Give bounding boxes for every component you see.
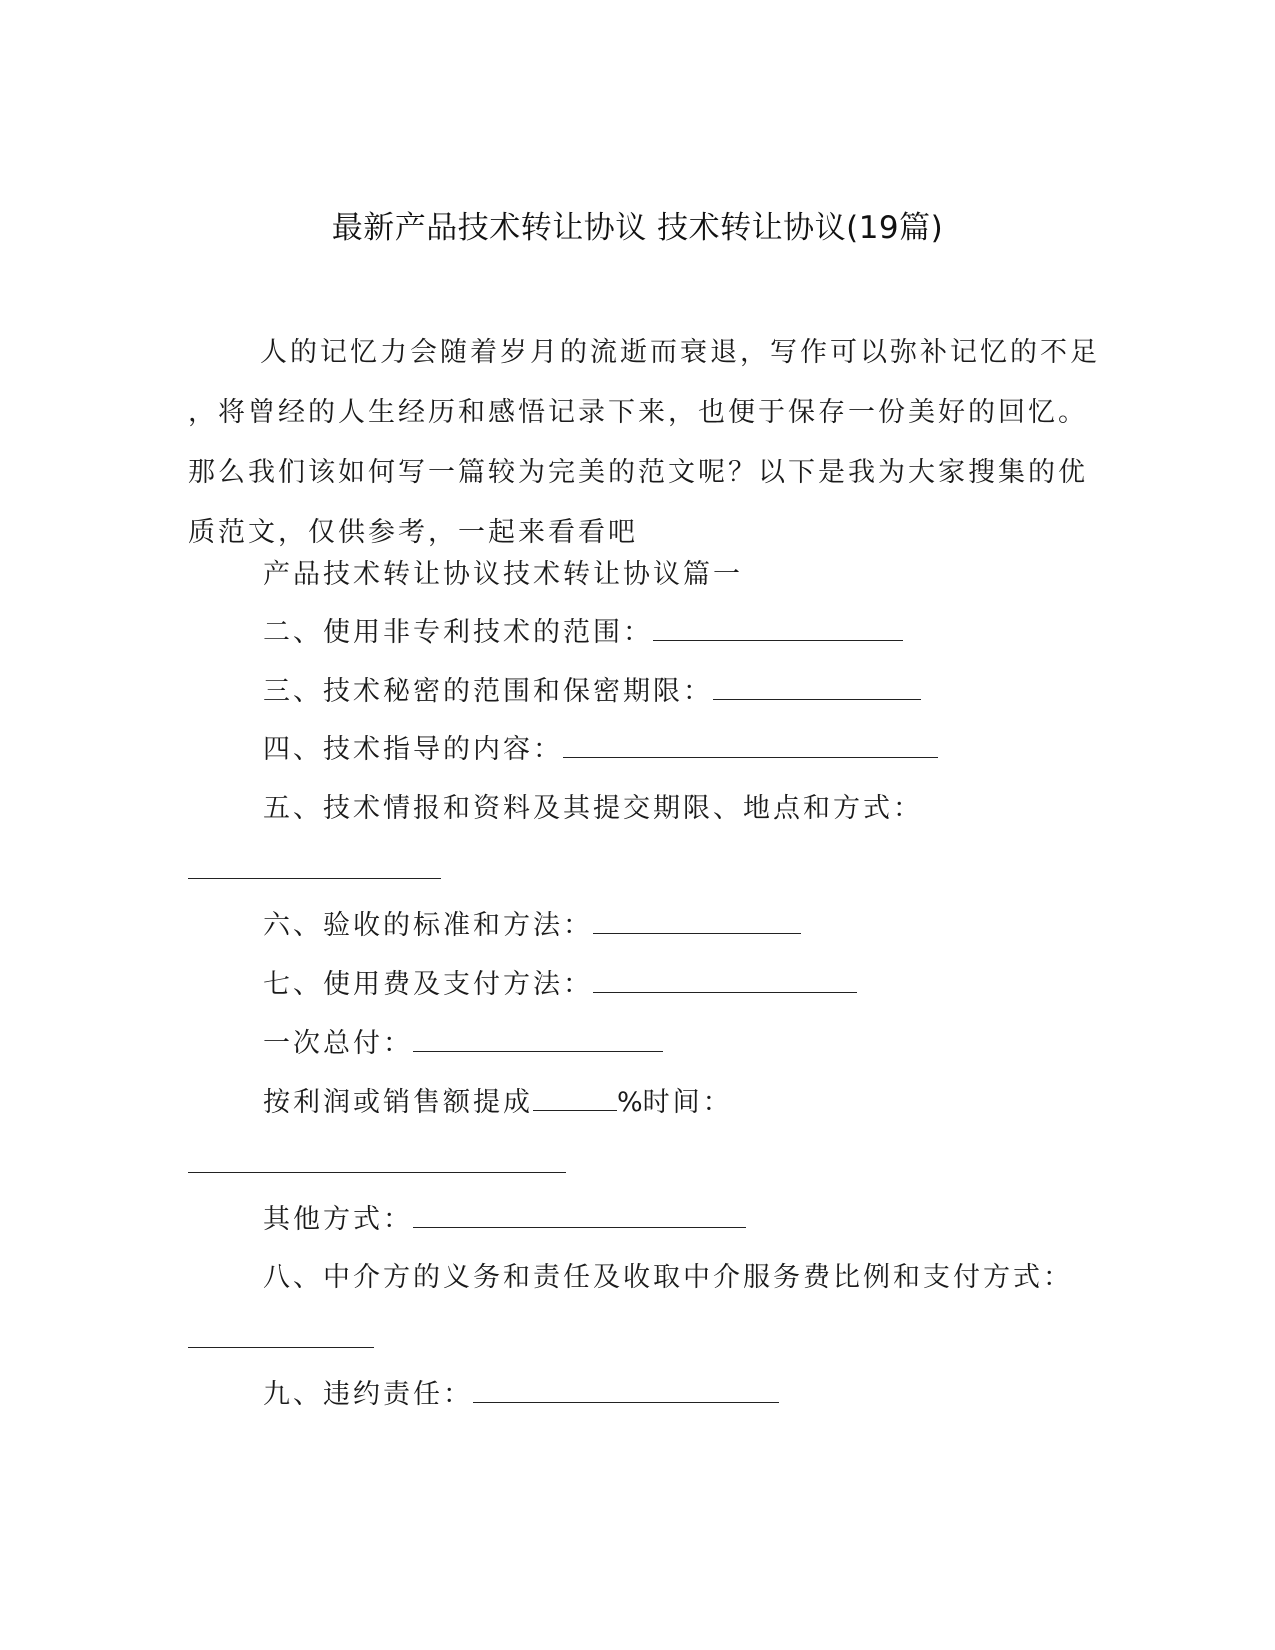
percent-sign: %: [617, 1087, 643, 1118]
item-lump-sum-label: 一次总付：: [263, 1028, 413, 1059]
item-guidance-label: 四、技术指导的内容：: [263, 734, 563, 765]
item-secret: [263, 672, 921, 712]
blank-field: [713, 673, 921, 700]
blank-field: [563, 731, 938, 758]
blank-field: [593, 907, 801, 934]
blank-field: [188, 1172, 566, 1173]
item-secret-label: 三、技术秘密的范围和保密期限：: [263, 676, 713, 707]
section-heading: 产品技术转让协议技术转让协议篇一: [263, 559, 743, 590]
item-materials-label: 五、技术情报和资料及其提交期限、地点和方式：: [263, 793, 923, 824]
item-intermediary: [263, 1258, 1073, 1298]
blank-field: [473, 1376, 779, 1403]
item-other: [263, 1200, 746, 1240]
item-scope: [263, 613, 903, 653]
blank-field: [653, 614, 903, 641]
blank-field: [533, 1084, 617, 1111]
intro-line-2: ，将曾经的人生经历和感悟记录下来，也便于保存一份美好的回忆。: [188, 397, 1088, 428]
document-title: 最新产品技术转让协议 技术转让协议(19篇): [331, 210, 944, 246]
item-acceptance: [263, 906, 801, 946]
item-liability: [263, 1375, 779, 1415]
intro-line-3: 那么我们该如何写一篇较为完美的范文呢？以下是我为大家搜集的优: [188, 457, 1088, 488]
item-scope-label: 二、使用非专利技术的范围：: [263, 617, 653, 648]
item-royalty-label: 按利润或销售额提成: [263, 1087, 533, 1118]
intro-line-4: 质范文，仅供参考，一起来看看吧: [188, 517, 638, 548]
blank-field: [188, 878, 441, 879]
item-royalty: [263, 1083, 733, 1123]
item-liability-label: 九、违约责任：: [263, 1379, 473, 1410]
item-acceptance-label: 六、验收的标准和方法：: [263, 910, 593, 941]
item-guidance: [263, 730, 938, 770]
blank-field: [188, 1347, 374, 1348]
item-lump-sum: [263, 1024, 663, 1064]
blank-field: [413, 1025, 663, 1052]
item-royalty-time-label: 时间：: [642, 1087, 733, 1118]
item-fees: [263, 965, 857, 1005]
item-fees-label: 七、使用费及支付方法：: [263, 969, 593, 1000]
intro-line-1: 人的记忆力会随着岁月的流逝而衰退，写作可以弥补记忆的不足: [260, 337, 1100, 368]
intro-paragraph: [188, 323, 1100, 563]
item-intermediary-label: 八、中介方的义务和责任及收取中介服务费比例和支付方式：: [263, 1262, 1073, 1293]
blank-field: [593, 966, 857, 993]
blank-field: [413, 1201, 746, 1228]
item-other-label: 其他方式：: [263, 1204, 413, 1235]
item-materials: [263, 789, 923, 829]
